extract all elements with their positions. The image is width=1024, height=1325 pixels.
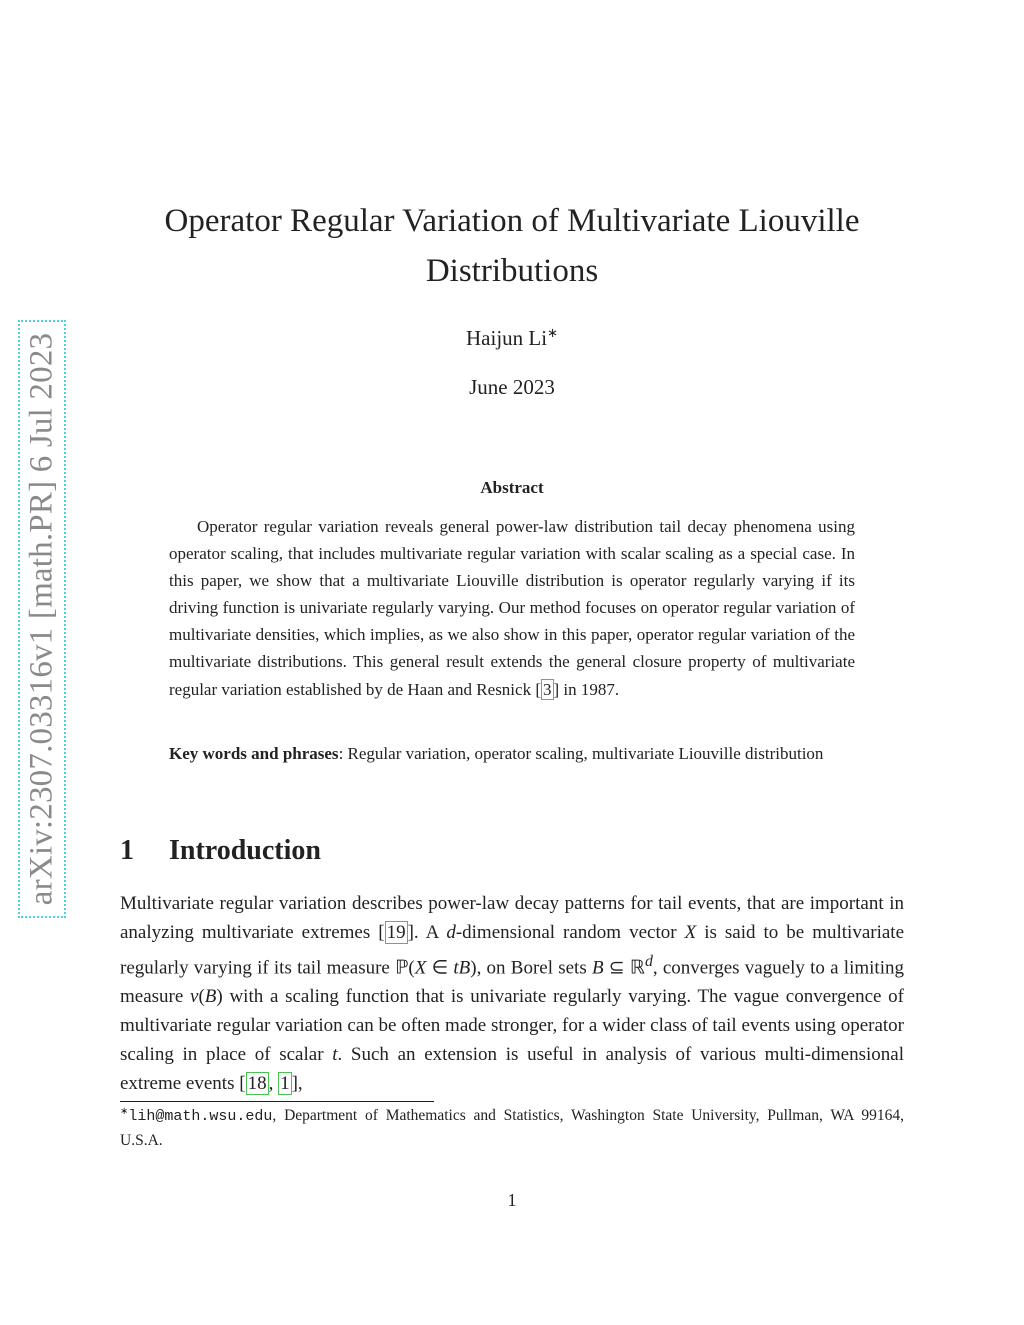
footnote-divider: [120, 1101, 434, 1102]
author-email: lih@math.wsu.edu: [128, 1108, 273, 1125]
math-symbol: B: [204, 986, 217, 1008]
footnote: [120, 1104, 904, 1153]
footnote-text: , Department of Mathematics and Statistics, Washington State University, Pullman, WA 99164, U.S.A.: [120, 1107, 904, 1149]
math-symbol: d: [644, 953, 653, 970]
keywords-text: : Regular variation, operator scaling, multivariate Liouville distribution: [338, 744, 824, 763]
citation-link[interactable]: 18: [247, 1073, 267, 1095]
intro-paragraph: Multivariate regular variation describes power-law decay patterns for tail events, that are important in analyzing multivariate extremes [ 19 ]. A d-dimensional random vector X is said to be multivariate regularly varying if its tail measure ℙ(X ∈ tB), on Borel sets B ⊆ ℝ$^d$, converges vaguely to a limiting measure ν(B) with a scaling function that is univariate regularly varying. The vague convergence of multivariate regular variation can be often made stronger, for a wider class of tail events using operator scaling in place of scalar t. Such an extension is useful in analysis of various multi-dimensional extreme events [ 18 , 1 ],: [120, 893, 905, 1095]
intro-text: ⊆ ℝ: [603, 957, 645, 979]
intro-text: is said to be multivariate regularly varying if its tail measure ℙ(: [120, 922, 905, 979]
footnote-mark: ∗: [120, 1106, 129, 1117]
intro-text: (: [198, 986, 205, 1008]
section-title: Introduction: [169, 835, 321, 866]
arxiv-stamp[interactable]: [18, 320, 66, 918]
paper-date: June 2023: [469, 375, 555, 399]
paper-title: Operator Regular Variation of Multivariate Liouville Distributions: [164, 203, 860, 289]
abstract-body: Operator regular variation reveals general power-law distribution tail decay phenomena using operator scaling, that includes multivariate regular variation with scalar scaling as a special case. In this paper, we show that a multivariate Liouville distribution is operator regularly varying if its driving function is univariate regularly varying. Our method focuses on operator regular variation of multivariate densities, which implies, as we also show in this paper, operator regular variation of the multivariate distributions. This general result extends the general closure property of multivariate regular variation established by de Haan and Resnick [ 3 ] in 1987.: [169, 517, 855, 699]
math-symbol: X: [684, 922, 697, 943]
abstract-text-end: in 1987.: [559, 679, 620, 699]
math-symbol: d: [446, 922, 456, 943]
keywords-label: Key words and phrases: [169, 744, 339, 763]
intro-text: ) with a scaling function that is univariate regularly varying. The vague convergence of multivariate regular variation can be often made stronger, for a wider class of tail events using operator scaling in place of scalar: [120, 986, 904, 1066]
intro-text: ,: [297, 1073, 303, 1095]
math-symbol: tB: [453, 957, 471, 979]
citation-link[interactable]: 3: [543, 679, 552, 699]
author-footnote-mark: ∗: [547, 325, 558, 340]
intro-text: . Such an extension is useful in analysis of various multi-dimensional extreme events: [120, 1044, 904, 1095]
intro-text: ), on Borel sets: [470, 957, 592, 979]
intro-text: -dimensional random vector: [455, 922, 685, 943]
page-number: 1: [507, 1190, 517, 1210]
math-symbol: X: [414, 957, 427, 979]
section-number: 1: [120, 835, 134, 866]
arxiv-stamp-text: arXiv:2307.03316v1 [math.PR] 6 Jul 2023: [23, 332, 60, 906]
math-symbol: B: [591, 957, 604, 979]
math-symbol: t: [332, 1044, 338, 1066]
author-name: Haijun Li: [466, 326, 548, 350]
author: [120, 324, 904, 352]
citation-link[interactable]: 19: [386, 922, 406, 943]
intro-text: . A: [413, 922, 447, 943]
abstract-text: Operator regular variation reveals general power-law distribution tail decay phenomena using operator scaling, that includes multivariate regular variation with scalar scaling as a special case. In this paper, we show that a multivariate Liouville distribution is operator regularly varying if its driving function is univariate regularly varying. Our method focuses on operator regular variation of multivariate densities, which implies, as we also show in this paper, operator regular variation of the multivariate distributions. This general result extends the general closure property of multivariate regular variation established by de Haan and Resnick: [169, 517, 855, 699]
section-heading: [120, 833, 904, 869]
abstract-heading: Abstract: [480, 478, 544, 497]
citation-link[interactable]: 1: [280, 1073, 290, 1095]
intro-text: ∈: [426, 957, 454, 979]
intro-text: , converges vaguely to a limiting measure: [120, 957, 904, 1008]
citation-separator: ,: [268, 1073, 279, 1095]
keywords: [169, 740, 855, 767]
intro-text: Multivariate regular variation describes power-law decay patterns for tail events, that are important in analyzing multivariate extremes: [120, 893, 904, 943]
math-symbol: ν: [190, 986, 199, 1008]
